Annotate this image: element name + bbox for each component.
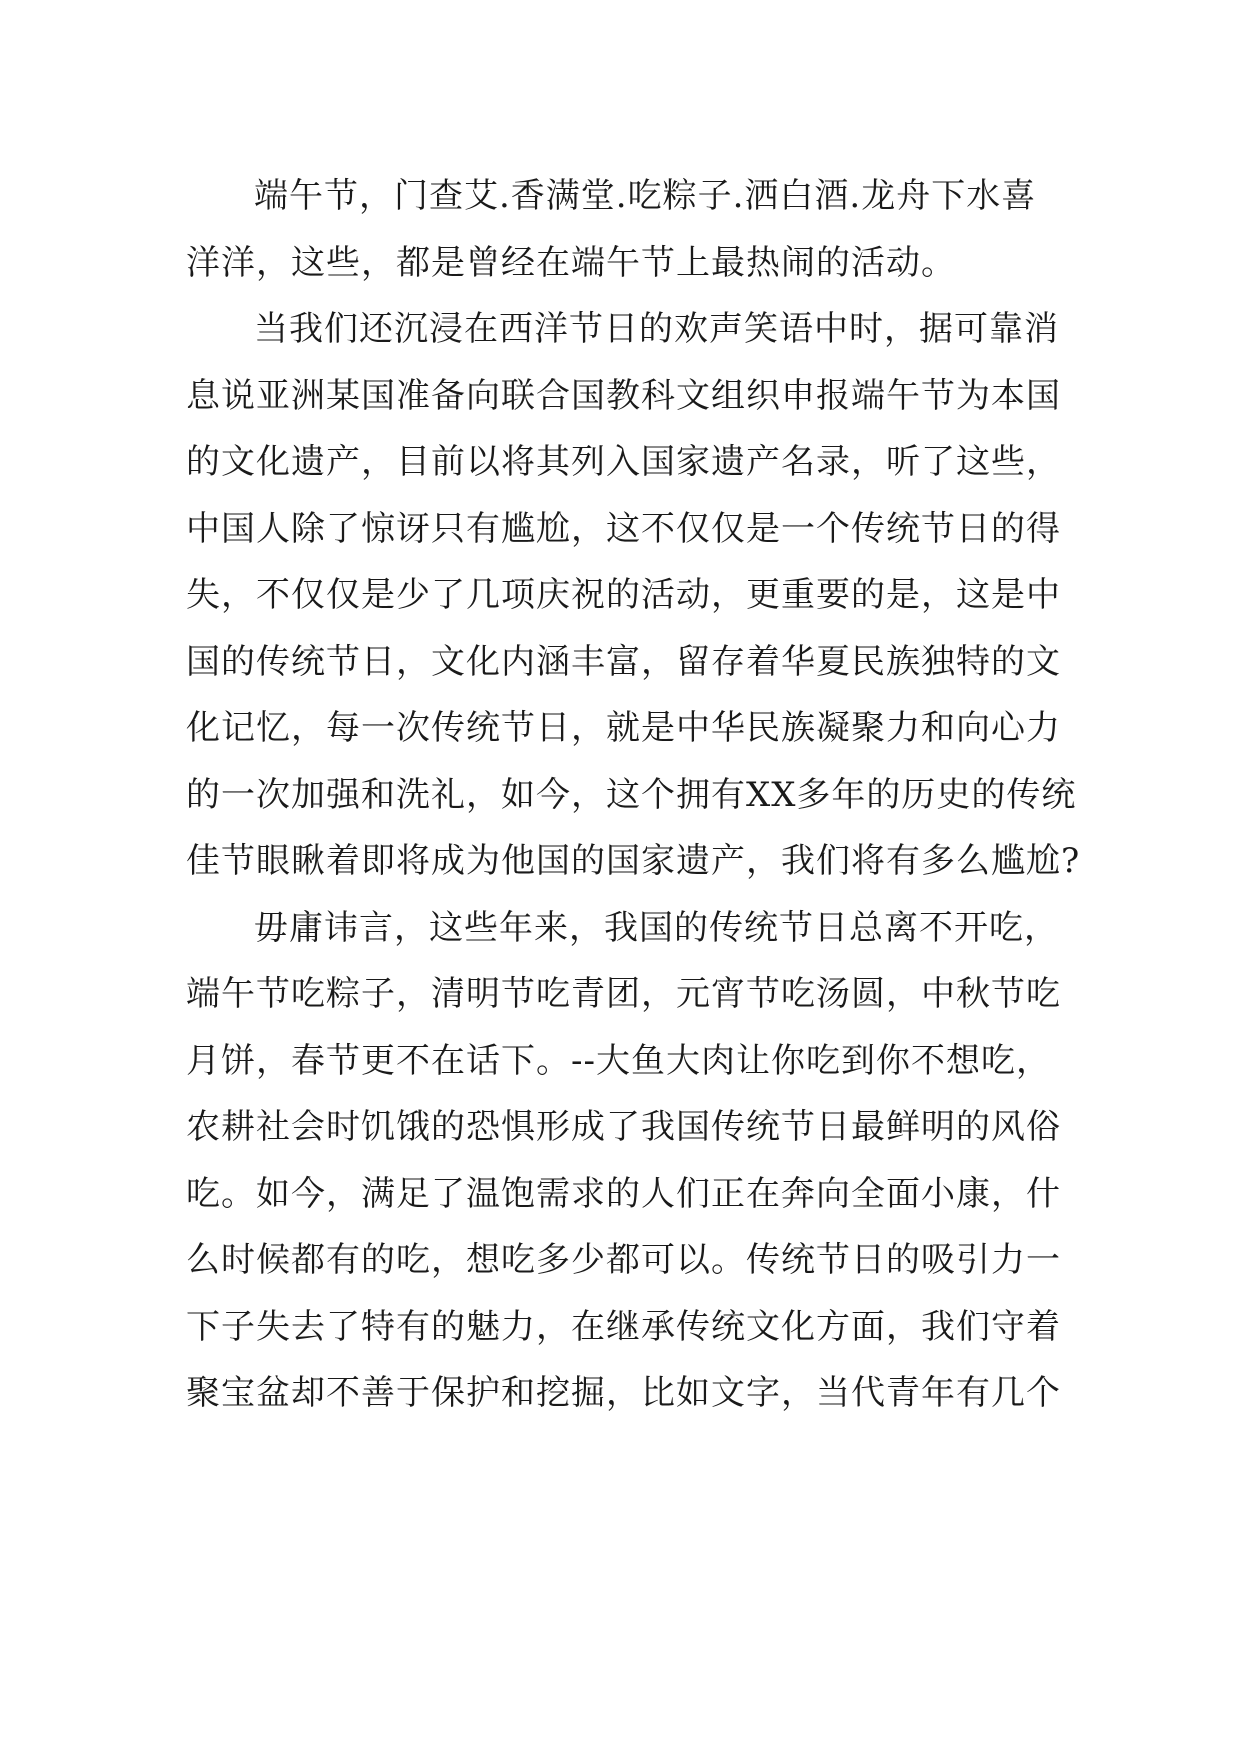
paragraph-2-line-7: 化记忆，每一次传统节日，就是中华民族凝聚力和向心力: [186, 708, 1061, 748]
paragraph-1-line-2: 洋洋，这些，都是曾经在端午节上最热闹的活动。: [186, 242, 956, 283]
paragraph-2-line-8: 的一次加强和洗礼，如今，这个拥有XX多年的历史的传统: [186, 774, 1077, 815]
paragraph-2-line-6: 国的传统节日，文化内涵丰富，留存着华夏民族独特的文: [186, 641, 1061, 682]
paragraph-2-line-1: 当我们还沉浸在西洋节日的欢声笑语中时，据可靠消: [254, 309, 1059, 349]
paragraph-3-line-2: 端午节吃粽子，清明节吃青团，元宵节吃汤圆，中秋节吃: [186, 974, 1061, 1014]
paragraph-3-line-5: 吃。如今，满足了温饱需求的人们正在奔向全面小康，什: [186, 1173, 1061, 1214]
paragraph-3-line-7: 下子失去了特有的魅力，在继承传统文化方面，我们守着: [186, 1306, 1061, 1347]
paragraph-3-line-3: 月饼，春节更不在话下。--大鱼大肉让你吃到你不想吃，: [186, 1040, 1051, 1081]
document-body: [186, 163, 1081, 1427]
paragraph-3-line-1: 毋庸讳言，这些年来，我国的传统节日总离不开吃，: [254, 907, 1059, 948]
paragraph-2-line-4: 中国人除了惊讶只有尴尬，这不仅仅是一个传统节日的得: [186, 508, 1061, 549]
paragraph-1-line-1: 端午节，门查艾.香满堂.吃粽子.洒白酒.龙舟下水喜: [254, 176, 1037, 216]
paragraph-3-line-8: 聚宝盆却不善于保护和挖掘，比如文字，当代青年有几个: [186, 1373, 1061, 1413]
paragraph-2-line-3: 的文化遗产，目前以将其列入国家遗产名录，听了这些，: [186, 442, 1061, 482]
paragraph-2-line-2: 息说亚洲某国准备向联合国教科文组织申报端午节为本国: [186, 375, 1061, 416]
paragraph-3-line-6: 么时候都有的吃，想吃多少都可以。传统节日的吸引力一: [186, 1240, 1061, 1280]
paragraph-2-line-5: 失，不仅仅是少了几项庆祝的活动，更重要的是，这是中: [186, 575, 1061, 615]
paragraph-3-line-4: 农耕社会时饥饿的恐惧形成了我国传统节日最鲜明的风俗: [186, 1107, 1061, 1147]
paragraph-2-line-9: 佳节眼瞅着即将成为他国的国家遗产，我们将有多么尴尬?: [186, 841, 1081, 881]
